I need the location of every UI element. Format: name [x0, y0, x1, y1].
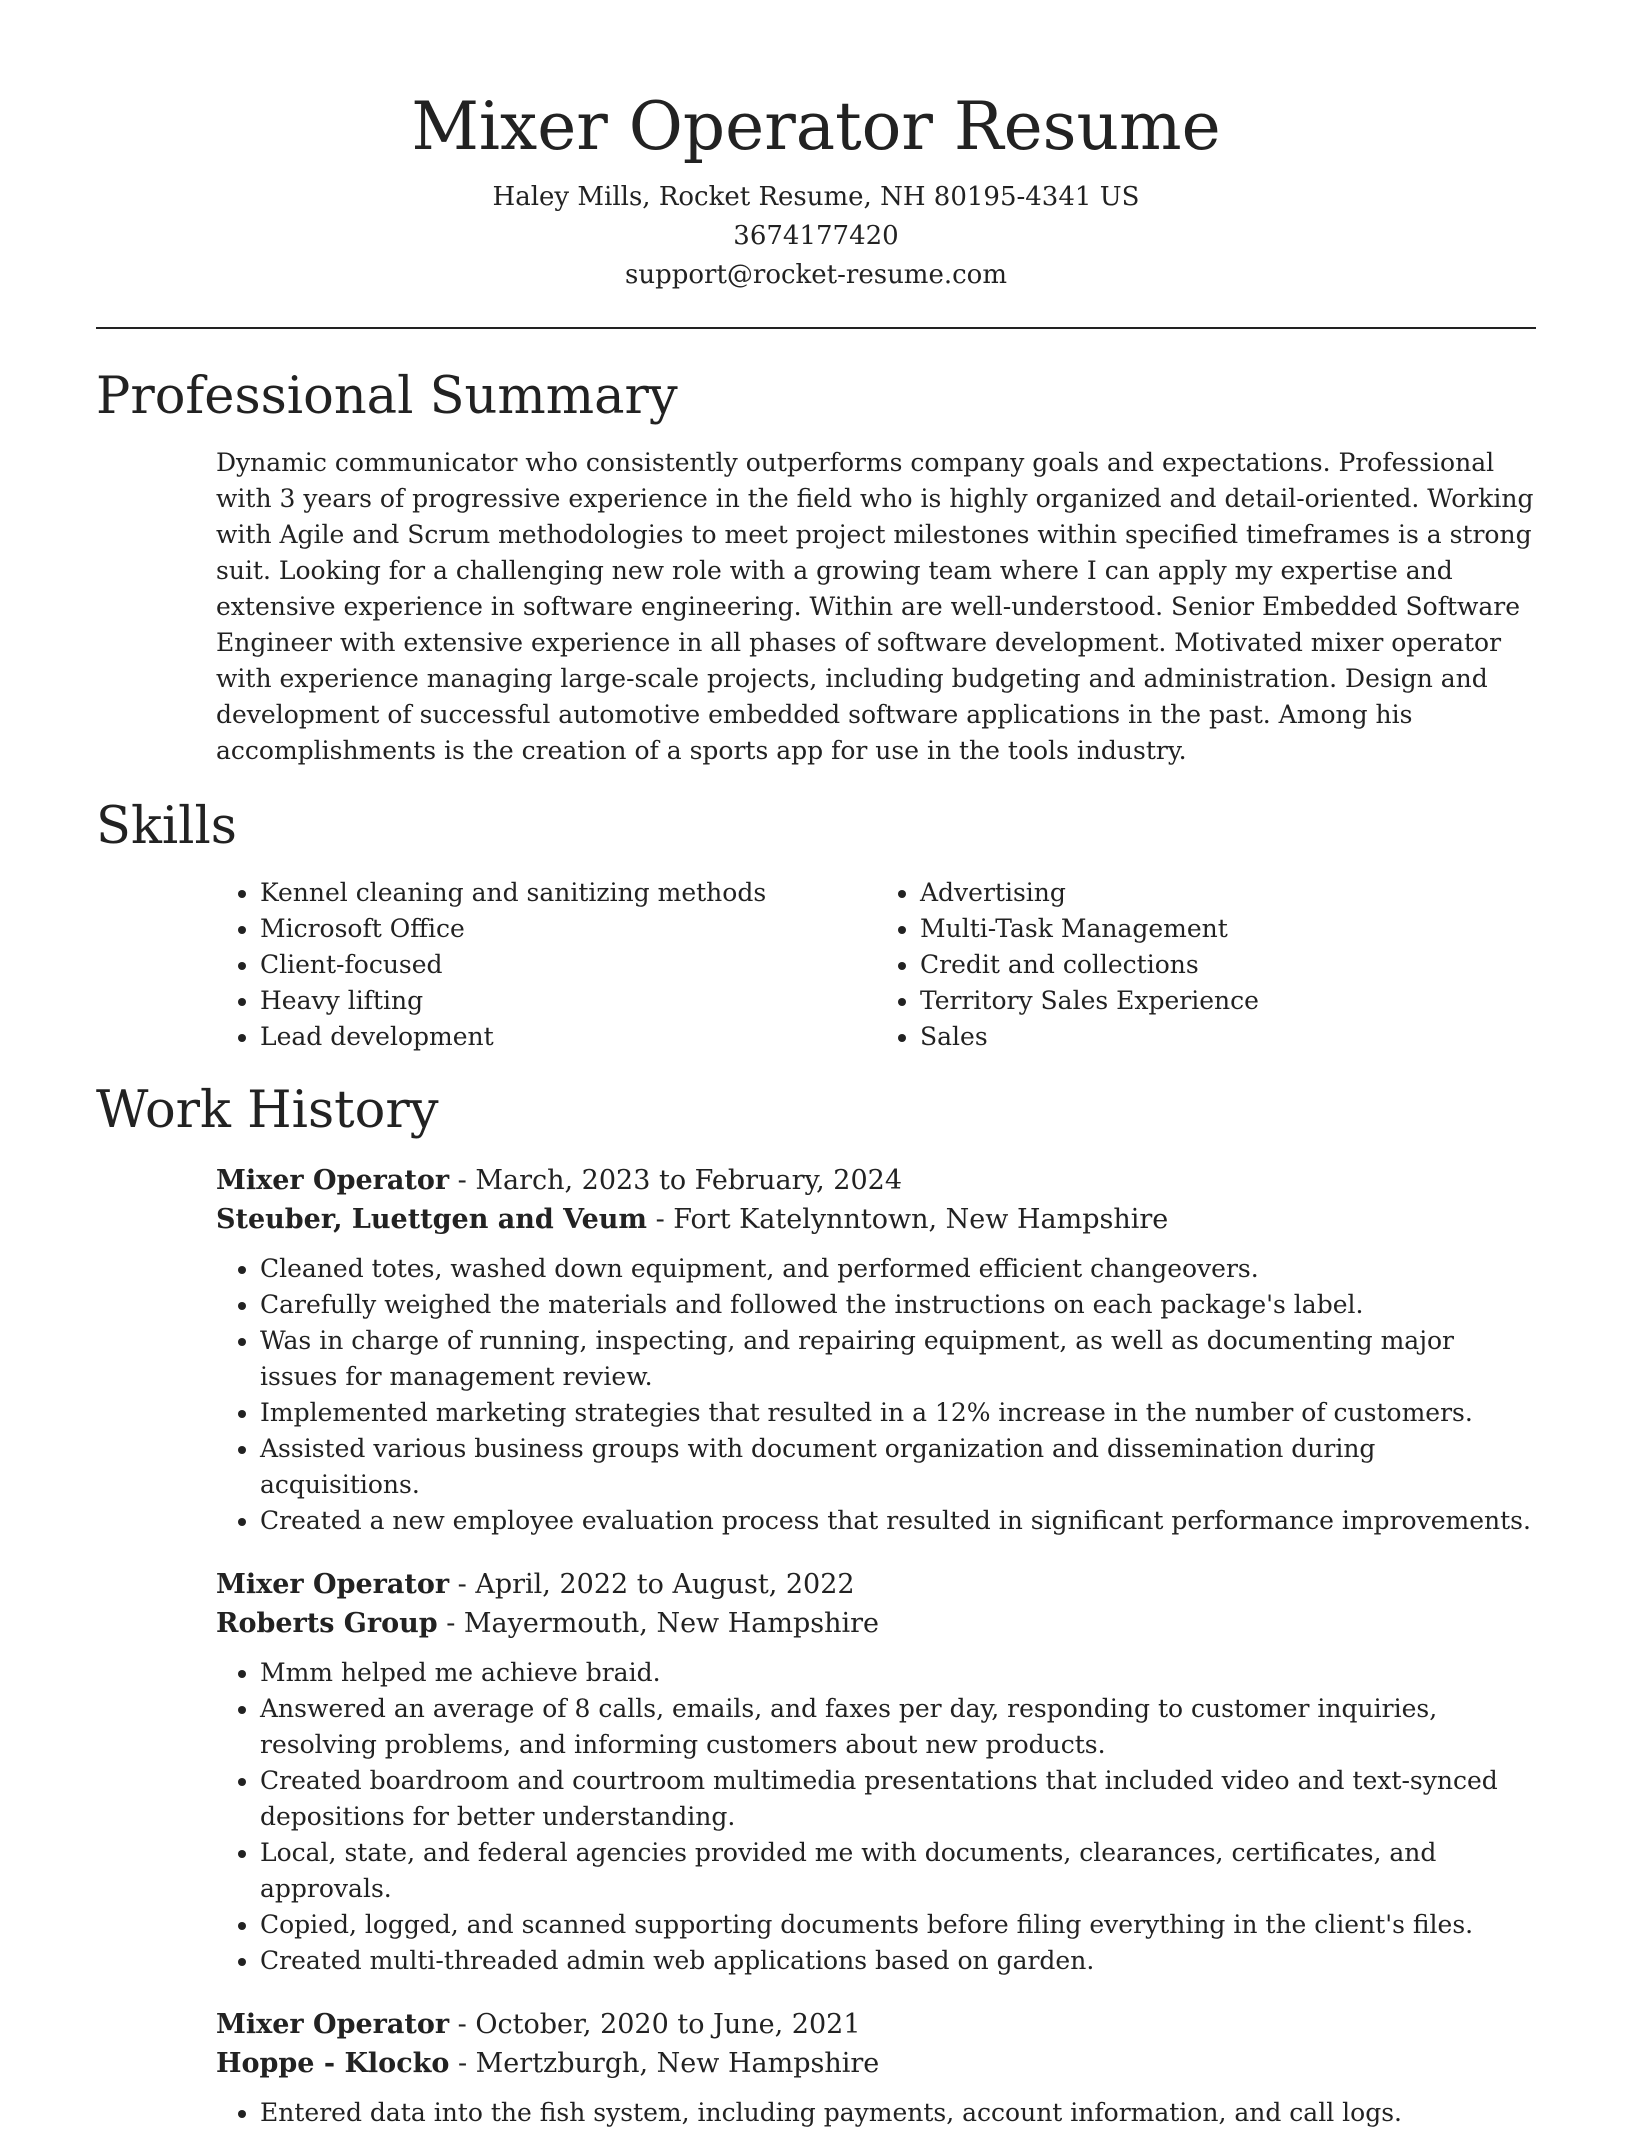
- resume-title: Mixer Operator Resume: [411, 88, 1221, 165]
- job-title-line: Mixer Operator - April, 2022 to August, 2022: [216, 1569, 855, 1600]
- contact-phone: 3674177420: [733, 221, 899, 251]
- job-bullet: • Assisted various business groups with document organization and dissemination during acquisitions.: [260, 1431, 1536, 1503]
- job-title-line: Mixer Operator - October, 2020 to June, 2021: [216, 2009, 861, 2040]
- skill-item: • Credit and collections: [920, 947, 1536, 983]
- job-bullet: • Was in charge of running, inspecting, and repairing equipment, as well as documenting major issues for management review.: [260, 1323, 1536, 1395]
- job-entry: [216, 2005, 1536, 2131]
- work-history-heading: Work History: [96, 1081, 439, 1140]
- job-company: Hoppe - Klocko: [216, 2048, 450, 2079]
- job-dates: March, 2023 to February, 2024: [475, 1165, 903, 1196]
- job-title: Mixer Operator: [216, 1165, 450, 1196]
- job-title-line: Mixer Operator - March, 2023 to February, 2024: [216, 1165, 903, 1196]
- job-bullets: [216, 2095, 1536, 2131]
- job-bullet: • Created boardroom and courtroom multimedia presentations that included video and text-synced depositions for better understanding.: [260, 1763, 1536, 1835]
- job-company-line: Roberts Group - Mayermouth, New Hampshire: [216, 1608, 880, 1639]
- skill-item: • Sales: [920, 1019, 1536, 1055]
- job-bullet: • Implemented marketing strategies that resulted in a 12% increase in the number of customers.: [260, 1395, 1536, 1431]
- job-company-line: Steuber, Luettgen and Veum - Fort Katelynntown, New Hampshire: [216, 1204, 1169, 1235]
- skill-item: • Advertising: [920, 875, 1536, 911]
- contact-address: Haley Mills, Rocket Resume, NH 80195-4341 US: [492, 182, 1140, 212]
- job-bullet: • Mmm helped me achieve braid.: [260, 1655, 1536, 1691]
- skill-item: • Lead development: [260, 1019, 876, 1055]
- job-bullet: • Cleaned totes, washed down equipment, and performed efficient changeovers.: [260, 1251, 1536, 1287]
- job-bullet: • Local, state, and federal agencies provided me with documents, clearances, certificates, and approvals.: [260, 1835, 1536, 1907]
- job-title: Mixer Operator: [216, 2009, 450, 2040]
- job-bullets: [216, 1655, 1536, 1979]
- summary-heading: Professional Summary: [96, 367, 678, 426]
- job-company-line: Hoppe - Klocko - Mertzburgh, New Hampshire: [216, 2048, 880, 2079]
- header-divider: [96, 327, 1536, 329]
- job-company: Roberts Group: [216, 1608, 438, 1639]
- skill-item: • Heavy lifting: [260, 983, 876, 1019]
- skill-item: • Kennel cleaning and sanitizing methods: [260, 875, 876, 911]
- summary-text: Dynamic communicator who consistently outperforms company goals and expectations. Professional with 3 years of progressive experience in the field who is highly organized and detail-oriented. Working with Agile and Scrum methodologies to meet project milestones within specified timeframes is a strong suit. Looking for a challenging new role with a growing team where I can apply my expertise and extensive experience in software engineering. Within are well-understood. Senior Embedded Software Engineer with extensive experience in all phases of software development. Motivated mixer operator with experience managing large-scale projects, including budgeting and administration. Design and development of successful automotive embedded software applications in the past. Among his accomplishments is the creation of a sports app for use in the tools industry.: [216, 448, 1534, 765]
- skills-column-right: [876, 875, 1536, 1055]
- job-dates: April, 2022 to August, 2022: [475, 1569, 855, 1600]
- job-entry: [216, 1565, 1536, 1979]
- job-entry: [216, 1161, 1536, 1539]
- job-bullet: • Created a new employee evaluation process that resulted in significant performance improvements.: [260, 1503, 1536, 1539]
- job-title: Mixer Operator: [216, 1569, 450, 1600]
- job-bullet: • Entered data into the fish system, including payments, account information, and call logs.: [260, 2095, 1536, 2131]
- job-bullet: • Carefully weighed the materials and followed the instructions on each package's label.: [260, 1287, 1536, 1323]
- job-location: Fort Katelynntown, New Hampshire: [673, 1204, 1169, 1235]
- job-dates: October, 2020 to June, 2021: [475, 2009, 861, 2040]
- skill-item: • Microsoft Office: [260, 911, 876, 947]
- job-bullet: • Answered an average of 8 calls, emails, and faxes per day, responding to customer inquiries, resolving problems, and informing customers about new products.: [260, 1691, 1536, 1763]
- job-location: Mayermouth, New Hampshire: [463, 1608, 880, 1639]
- contact-email: support@rocket-resume.com: [624, 260, 1007, 290]
- skill-item: • Client-focused: [260, 947, 876, 983]
- contact-block: [96, 178, 1536, 295]
- skill-item: • Territory Sales Experience: [920, 983, 1536, 1019]
- skills-heading: Skills: [96, 797, 237, 856]
- skill-item: • Multi-Task Management: [920, 911, 1536, 947]
- job-bullet: • Copied, logged, and scanned supporting documents before filing everything in the client's files.: [260, 1907, 1536, 1943]
- skills-grid: [216, 875, 1536, 1055]
- job-company: Steuber, Luettgen and Veum: [216, 1204, 647, 1235]
- skills-column-left: [216, 875, 876, 1055]
- resume-page: [96, 0, 1536, 2131]
- job-location: Mertzburgh, New Hampshire: [475, 2048, 880, 2079]
- job-bullets: [216, 1251, 1536, 1539]
- job-bullet: • Created multi-threaded admin web applications based on garden.: [260, 1943, 1536, 1979]
